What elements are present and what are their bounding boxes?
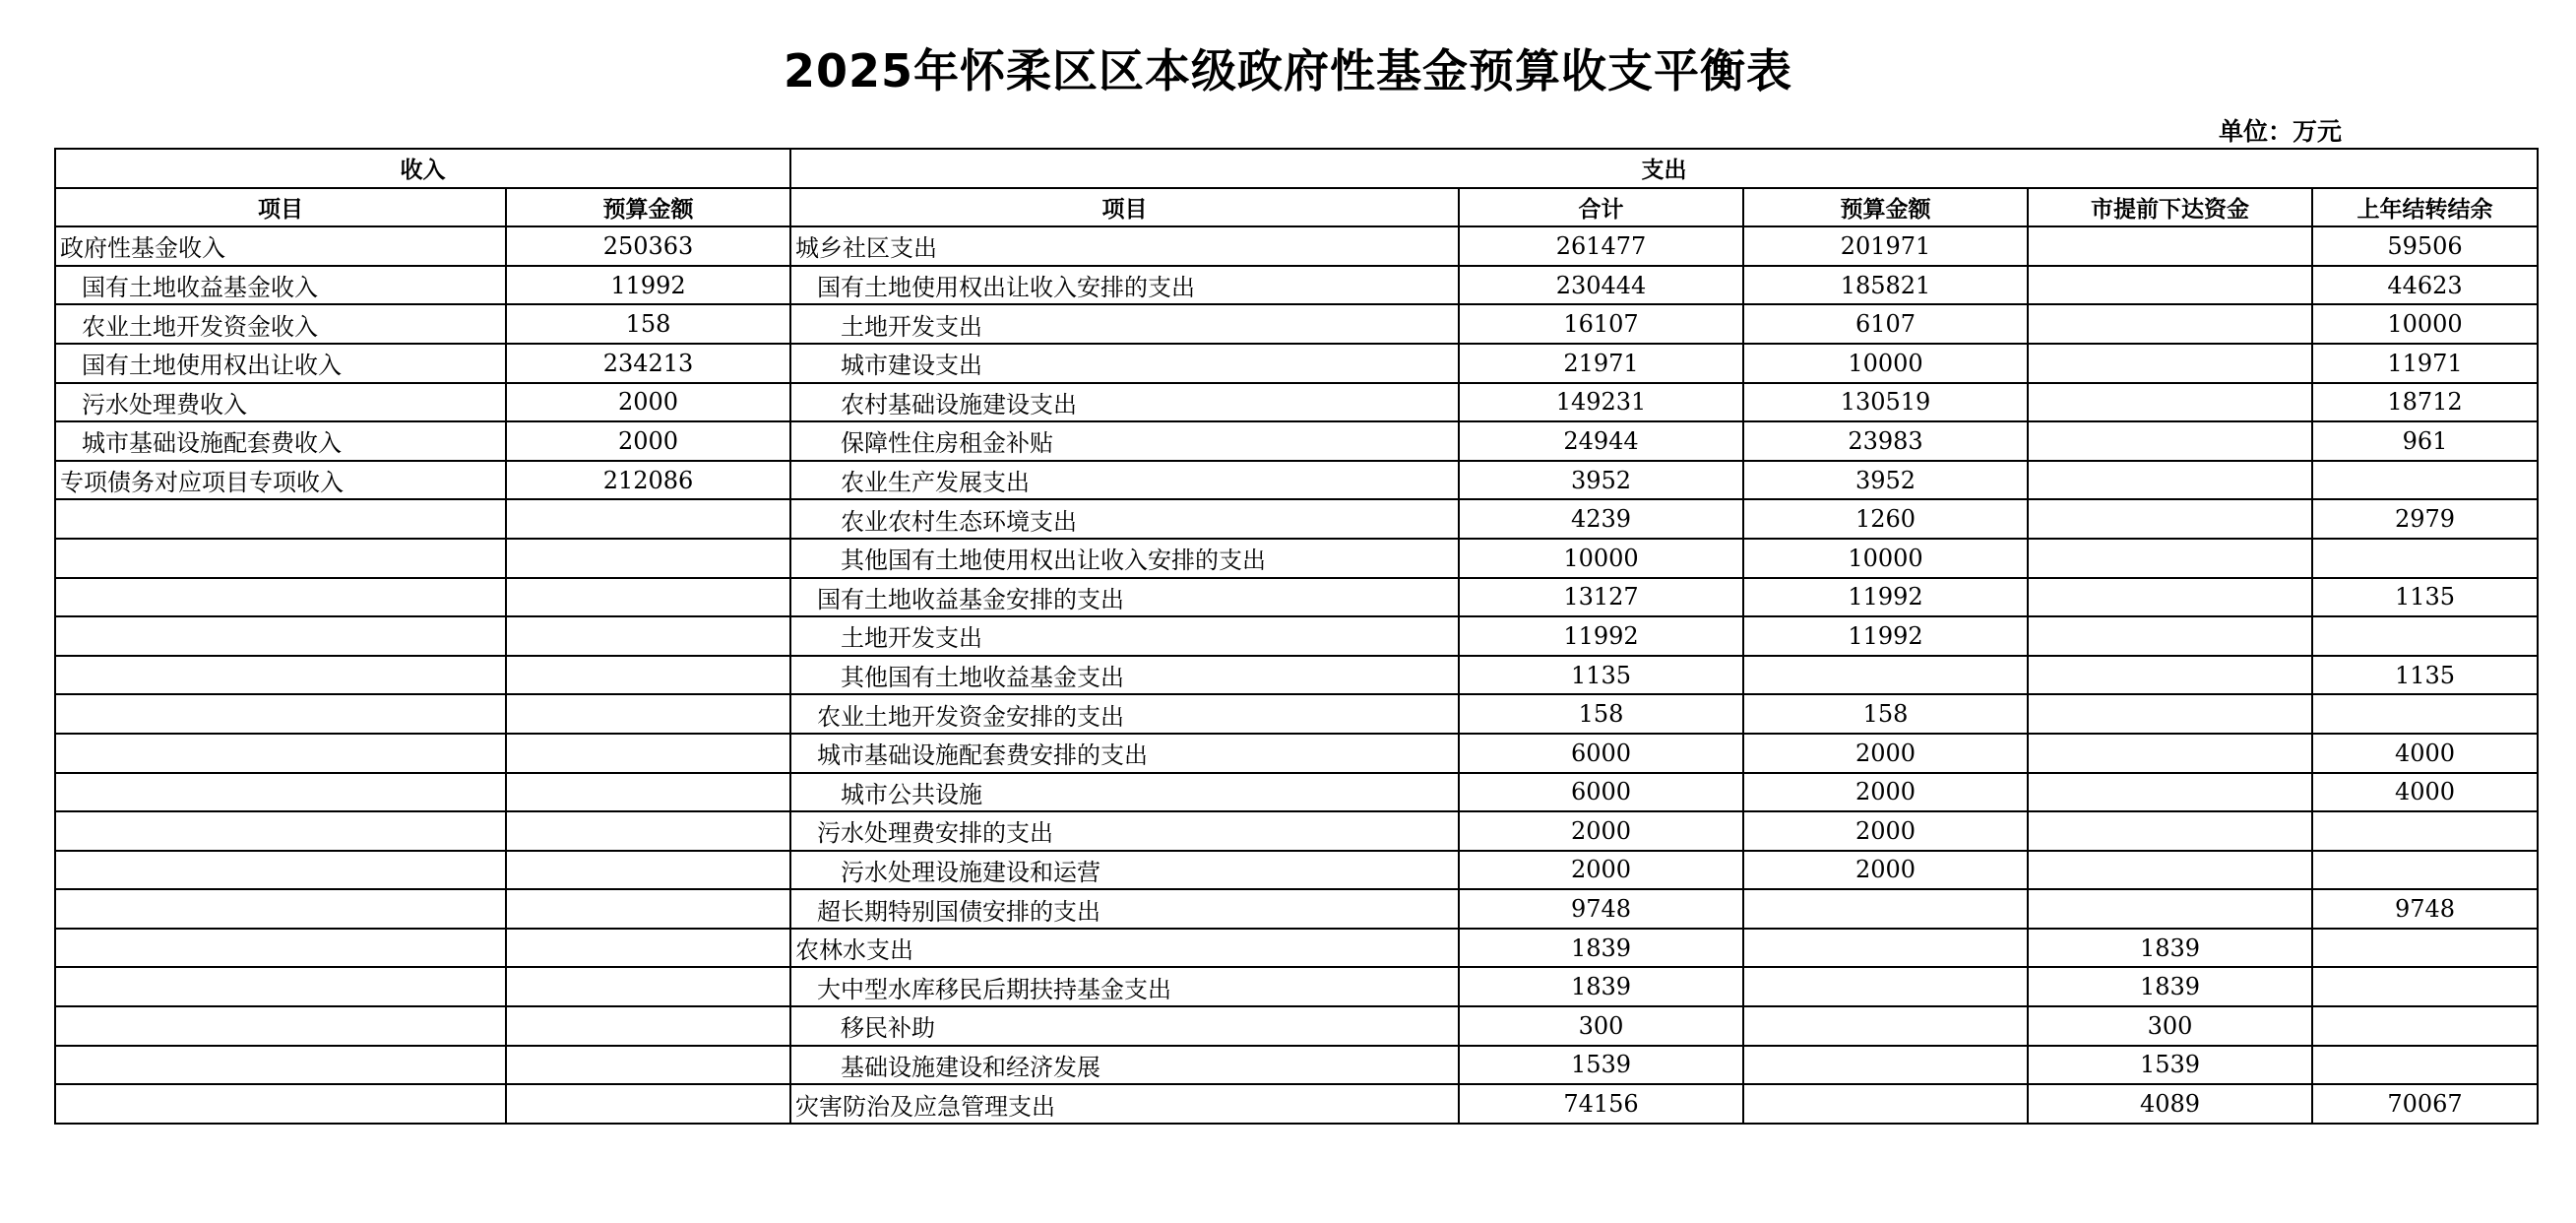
expense-item-cell: 土地开发支出 (790, 616, 1459, 656)
income-section-header: 收入 (55, 149, 790, 188)
unit-label: 单位：万元 (2219, 117, 2343, 146)
expense-total-cell: 24944 (1459, 421, 1743, 461)
expense-total-cell: 1839 (1459, 967, 1743, 1006)
income-amount-cell (506, 734, 790, 773)
expense-advance-cell (2028, 734, 2312, 773)
expense-total-cell: 2000 (1459, 811, 1743, 851)
expense-carryover-cell: 11971 (2312, 344, 2538, 383)
expense-total-cell: 13127 (1459, 578, 1743, 617)
income-amount-cell (506, 694, 790, 734)
expense-total-cell: 6000 (1459, 734, 1743, 773)
expense-budget-cell (1743, 929, 2028, 968)
expense-advance-cell: 1839 (2028, 967, 2312, 1006)
expense-total-cell: 4239 (1459, 499, 1743, 539)
expense-total-cell: 10000 (1459, 539, 1743, 578)
income-amount-cell: 2000 (506, 383, 790, 422)
income-amount-cell (506, 851, 790, 890)
income-amount-cell: 2000 (506, 421, 790, 461)
expense-advance-cell (2028, 461, 2312, 500)
expense-budget-cell: 158 (1743, 694, 2028, 734)
expense-carryover-cell: 18712 (2312, 383, 2538, 422)
table-row (55, 421, 2538, 461)
expense-carryover-cell (2312, 1006, 2538, 1046)
table-row (55, 929, 2538, 968)
expense-advance-cell (2028, 773, 2312, 812)
income-amount-cell (506, 578, 790, 617)
income-amount-cell (506, 967, 790, 1006)
expense-item-header: 项目 (790, 188, 1459, 227)
table-body (55, 226, 2538, 1124)
expense-item-cell: 国有土地收益基金安排的支出 (790, 578, 1459, 617)
expense-item-cell: 土地开发支出 (790, 304, 1459, 344)
expense-total-cell: 3952 (1459, 461, 1743, 500)
expense-carryover-cell (2312, 616, 2538, 656)
income-item-cell: 污水处理费收入 (55, 383, 506, 422)
table-row (55, 578, 2538, 617)
expense-budget-cell: 11992 (1743, 616, 2028, 656)
income-item-cell (55, 773, 506, 812)
expense-advance-cell (2028, 656, 2312, 695)
expense-item-cell: 城市公共设施 (790, 773, 1459, 812)
expense-total-cell: 158 (1459, 694, 1743, 734)
expense-carryover-header: 上年结转结余 (2312, 188, 2538, 227)
income-item-cell (55, 967, 506, 1006)
expense-total-cell: 149231 (1459, 383, 1743, 422)
expense-budget-cell (1743, 1046, 2028, 1085)
income-amount-cell (506, 1084, 790, 1124)
expense-advance-cell (2028, 499, 2312, 539)
table-row (55, 499, 2538, 539)
table-row (55, 811, 2538, 851)
expense-budget-cell: 11992 (1743, 578, 2028, 617)
expense-item-cell: 国有土地使用权出让收入安排的支出 (790, 266, 1459, 305)
expense-advance-cell (2028, 226, 2312, 266)
income-item-cell: 政府性基金收入 (55, 226, 506, 266)
expense-total-cell: 300 (1459, 1006, 1743, 1046)
expense-budget-cell: 185821 (1743, 266, 2028, 305)
income-item-cell (55, 889, 506, 929)
expense-budget-cell: 3952 (1743, 461, 2028, 500)
income-amount-cell (506, 889, 790, 929)
income-item-cell (55, 811, 506, 851)
expense-total-cell: 1539 (1459, 1046, 1743, 1085)
expense-item-cell: 农林水支出 (790, 929, 1459, 968)
income-amount-cell (506, 929, 790, 968)
expense-advance-cell (2028, 344, 2312, 383)
table-row (55, 461, 2538, 500)
expense-total-cell: 21971 (1459, 344, 1743, 383)
expense-carryover-cell: 1135 (2312, 656, 2538, 695)
table-row (55, 344, 2538, 383)
expense-budget-cell (1743, 1006, 2028, 1046)
expense-advance-cell (2028, 811, 2312, 851)
expense-item-cell: 农业农村生态环境支出 (790, 499, 1459, 539)
income-amount-cell (506, 539, 790, 578)
expense-item-cell: 城市基础设施配套费安排的支出 (790, 734, 1459, 773)
income-amount-cell (506, 656, 790, 695)
expense-carryover-cell: 4000 (2312, 773, 2538, 812)
budget-balance-table (54, 148, 2539, 1125)
expense-carryover-cell (2312, 461, 2538, 500)
income-item-cell (55, 578, 506, 617)
expense-advance-cell (2028, 578, 2312, 617)
income-amount-cell (506, 1006, 790, 1046)
expense-budget-cell: 10000 (1743, 344, 2028, 383)
expense-total-header: 合计 (1459, 188, 1743, 227)
expense-carryover-cell (2312, 851, 2538, 890)
expense-item-cell: 灾害防治及应急管理支出 (790, 1084, 1459, 1124)
expense-advance-cell (2028, 851, 2312, 890)
income-item-cell (55, 694, 506, 734)
expense-total-cell: 1839 (1459, 929, 1743, 968)
income-item-cell: 农业土地开发资金收入 (55, 304, 506, 344)
income-item-cell (55, 539, 506, 578)
expense-budget-cell: 2000 (1743, 811, 2028, 851)
income-item-cell: 国有土地收益基金收入 (55, 266, 506, 305)
income-item-header: 项目 (55, 188, 506, 227)
income-item-cell (55, 734, 506, 773)
expense-item-cell: 其他国有土地使用权出让收入安排的支出 (790, 539, 1459, 578)
income-item-cell: 国有土地使用权出让收入 (55, 344, 506, 383)
expense-budget-cell: 201971 (1743, 226, 2028, 266)
expense-carryover-cell: 2979 (2312, 499, 2538, 539)
table-row (55, 539, 2538, 578)
expense-advance-cell (2028, 421, 2312, 461)
table-row (55, 304, 2538, 344)
income-amount-cell: 158 (506, 304, 790, 344)
expense-budget-cell (1743, 656, 2028, 695)
expense-total-cell: 74156 (1459, 1084, 1743, 1124)
expense-carryover-cell: 59506 (2312, 226, 2538, 266)
income-item-cell (55, 656, 506, 695)
table-row (55, 656, 2538, 695)
expense-item-cell: 农业生产发展支出 (790, 461, 1459, 500)
expense-budget-cell: 1260 (1743, 499, 2028, 539)
income-item-cell (55, 616, 506, 656)
expense-budget-cell (1743, 889, 2028, 929)
table-row (55, 1084, 2538, 1124)
table-row (55, 967, 2538, 1006)
expense-item-cell: 基础设施建设和经济发展 (790, 1046, 1459, 1085)
expense-advance-cell (2028, 539, 2312, 578)
expense-total-cell: 230444 (1459, 266, 1743, 305)
income-item-cell (55, 851, 506, 890)
expense-carryover-cell (2312, 811, 2538, 851)
expense-budget-header: 预算金额 (1743, 188, 2028, 227)
expense-carryover-cell (2312, 539, 2538, 578)
table-row (55, 773, 2538, 812)
expense-budget-cell: 130519 (1743, 383, 2028, 422)
expense-advance-cell (2028, 889, 2312, 929)
expense-carryover-cell (2312, 694, 2538, 734)
expense-item-cell: 超长期特别国债安排的支出 (790, 889, 1459, 929)
income-amount-cell: 212086 (506, 461, 790, 500)
income-amount-cell (506, 773, 790, 812)
table-row (55, 734, 2538, 773)
income-item-cell (55, 499, 506, 539)
expense-item-cell: 农村基础设施建设支出 (790, 383, 1459, 422)
expense-carryover-cell: 10000 (2312, 304, 2538, 344)
expense-total-cell: 11992 (1459, 616, 1743, 656)
income-amount-cell: 11992 (506, 266, 790, 305)
expense-total-cell: 16107 (1459, 304, 1743, 344)
expense-total-cell: 261477 (1459, 226, 1743, 266)
expense-advance-cell (2028, 383, 2312, 422)
expense-advance-cell: 4089 (2028, 1084, 2312, 1124)
income-item-cell: 专项债务对应项目专项收入 (55, 461, 506, 500)
expense-budget-cell: 2000 (1743, 851, 2028, 890)
expense-item-cell: 大中型水库移民后期扶持基金支出 (790, 967, 1459, 1006)
expense-item-cell: 农业土地开发资金安排的支出 (790, 694, 1459, 734)
table-row (55, 616, 2538, 656)
income-item-cell (55, 1084, 506, 1124)
expense-advance-cell (2028, 266, 2312, 305)
expense-item-cell: 城市建设支出 (790, 344, 1459, 383)
expense-item-cell: 其他国有土地收益基金支出 (790, 656, 1459, 695)
expense-advance-header: 市提前下达资金 (2028, 188, 2312, 227)
income-amount-cell (506, 1046, 790, 1085)
income-budget-header: 预算金额 (506, 188, 790, 227)
expense-carryover-cell: 961 (2312, 421, 2538, 461)
income-amount-cell (506, 616, 790, 656)
income-amount-cell (506, 811, 790, 851)
expense-advance-cell: 1539 (2028, 1046, 2312, 1085)
expense-advance-cell: 300 (2028, 1006, 2312, 1046)
expense-budget-cell: 2000 (1743, 773, 2028, 812)
income-item-cell (55, 929, 506, 968)
income-item-cell: 城市基础设施配套费收入 (55, 421, 506, 461)
expense-advance-cell (2028, 694, 2312, 734)
expense-budget-cell: 10000 (1743, 539, 2028, 578)
income-amount-cell: 250363 (506, 226, 790, 266)
expense-item-cell: 城乡社区支出 (790, 226, 1459, 266)
expense-item-cell: 污水处理费安排的支出 (790, 811, 1459, 851)
expense-advance-cell: 1839 (2028, 929, 2312, 968)
income-amount-cell (506, 499, 790, 539)
expense-item-cell: 污水处理设施建设和运营 (790, 851, 1459, 890)
table-row (55, 851, 2538, 890)
expense-budget-cell: 23983 (1743, 421, 2028, 461)
income-amount-cell: 234213 (506, 344, 790, 383)
expense-budget-cell: 6107 (1743, 304, 2028, 344)
expense-budget-cell (1743, 967, 2028, 1006)
expense-advance-cell (2028, 304, 2312, 344)
section-header-row (55, 149, 2538, 188)
expense-carryover-cell (2312, 929, 2538, 968)
expense-total-cell: 2000 (1459, 851, 1743, 890)
expense-section-header: 支出 (790, 149, 2538, 188)
expense-item-cell: 移民补助 (790, 1006, 1459, 1046)
table-row (55, 266, 2538, 305)
expense-carryover-cell: 1135 (2312, 578, 2538, 617)
expense-total-cell: 6000 (1459, 773, 1743, 812)
table-row (55, 383, 2538, 422)
expense-carryover-cell: 9748 (2312, 889, 2538, 929)
expense-budget-cell: 2000 (1743, 734, 2028, 773)
table-row (55, 1046, 2538, 1085)
expense-carryover-cell: 4000 (2312, 734, 2538, 773)
expense-total-cell: 1135 (1459, 656, 1743, 695)
table-row (55, 694, 2538, 734)
page-title: 2025年怀柔区区本级政府性基金预算收支平衡表 (783, 44, 1793, 97)
expense-item-cell: 保障性住房租金补贴 (790, 421, 1459, 461)
table-row (55, 226, 2538, 266)
expense-budget-cell (1743, 1084, 2028, 1124)
column-header-row (55, 188, 2538, 227)
income-item-cell (55, 1006, 506, 1046)
expense-carryover-cell: 44623 (2312, 266, 2538, 305)
income-item-cell (55, 1046, 506, 1085)
table-row (55, 889, 2538, 929)
expense-total-cell: 9748 (1459, 889, 1743, 929)
expense-advance-cell (2028, 616, 2312, 656)
expense-carryover-cell (2312, 1046, 2538, 1085)
expense-carryover-cell: 70067 (2312, 1084, 2538, 1124)
expense-carryover-cell (2312, 967, 2538, 1006)
table-row (55, 1006, 2538, 1046)
